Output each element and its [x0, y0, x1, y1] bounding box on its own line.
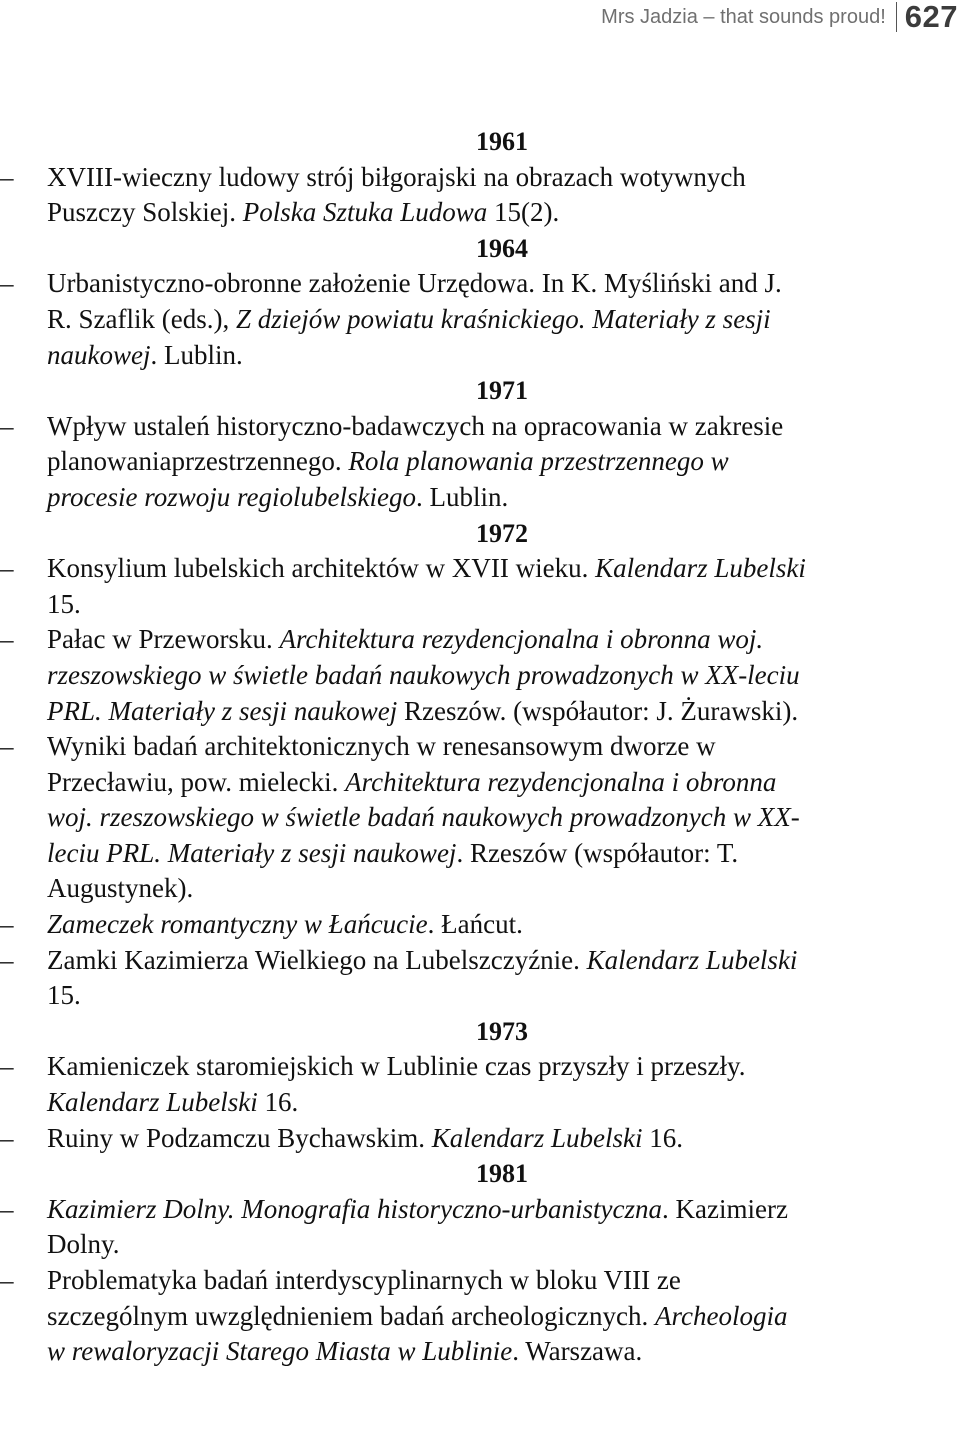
bibliography-entry — [0, 622, 960, 729]
entry-text: Rzeszów. (współautor: J. Żurawski). — [397, 695, 799, 726]
year-heading: 1972 — [476, 518, 528, 548]
entry-text: Konsylium lubelskich architektów w XVII wieku. — [47, 553, 596, 584]
bibliography-list — [0, 124, 960, 1370]
entry-text: Zamki Kazimierza Wielkiego na Lubelszczyźnie. — [47, 944, 587, 975]
publication-title: Rola planowania przestrzennego w procesie rozwoju regiolubelskiego — [47, 446, 729, 512]
bibliography-entry — [0, 943, 960, 1014]
running-head — [601, 0, 960, 34]
year-heading: 1973 — [476, 1016, 528, 1046]
bibliography-entry — [0, 729, 960, 907]
entry-dash: – — [0, 1193, 14, 1224]
entry-text: Wpływ ustaleń historyczno-badawczych na opracowania w zakresie planowaniaprzestrzennego. — [47, 410, 784, 477]
year-heading: 1971 — [476, 376, 528, 406]
publication-title: Architektura rezydencjonalna i obronna woj. rzeszowskiego w świetle badań naukowych prowadzonych w XX-leciu PRL. Materiały z sesji naukowej — [47, 624, 800, 726]
publication-title: Zameczek romantyczny w Łańcucie — [47, 909, 428, 940]
page-number: 627 — [904, 0, 958, 34]
entry-dash: – — [0, 1122, 14, 1153]
entry-text: Ruiny w Podzamczu Bychawskim. — [47, 1122, 432, 1153]
entry-text: . Kazimierz Dolny. — [47, 1193, 788, 1260]
bibliography-entry — [0, 409, 960, 516]
running-head-title: Mrs Jadzia – that sounds proud! — [601, 5, 886, 28]
entry-text: 15(2). — [487, 197, 560, 228]
entry-text: 16. — [257, 1087, 299, 1118]
entry-text: Urbanistyczno-obronne założenie Urzędowa. In K. Myśliński and J. R. Szaflik (eds.), — [47, 268, 782, 334]
entry-text: Pałac w Przeworsku. — [47, 624, 280, 655]
entry-dash: – — [0, 1265, 14, 1295]
bibliography-entry — [0, 266, 960, 373]
year-heading: 1981 — [476, 1159, 528, 1189]
entry-text: XVIII-wieczny ludowy strój biłgorajski na obrazach wotywnych Puszczy Solskiej. — [47, 161, 746, 228]
entry-dash: – — [0, 268, 14, 299]
year-heading: 1964 — [476, 233, 528, 263]
entry-text: 15. — [47, 588, 81, 619]
entry-text: . Lublin. — [415, 481, 509, 512]
bibliography-entry — [0, 160, 960, 231]
entry-dash: – — [0, 944, 14, 975]
entry-dash: – — [0, 553, 14, 584]
entry-dash: – — [0, 1051, 14, 1082]
bibliography-entry — [0, 1121, 960, 1157]
entry-text: 16. — [642, 1122, 683, 1153]
publication-title: Archeologia w rewaloryzacji Starego Miasta w Lublinie — [47, 1300, 788, 1367]
entry-text: Problematyka badań interdyscyplinarnych w bloku VIII ze szczególnym uwzględnieniem badań archeologicznych. — [47, 1265, 681, 1331]
entry-text: . Rzeszów (współautor: T. Augustynek). — [47, 837, 739, 904]
entry-text: . Lublin. — [150, 339, 243, 370]
bibliography-entry — [0, 1192, 960, 1263]
entry-dash: – — [0, 624, 14, 655]
entry-text: Wyniki badań architektonicznych w renesansowym dworze w Przecławiu, pow. mielecki. — [47, 731, 716, 797]
bibliography-entry — [0, 1049, 960, 1120]
publication-title: Architektura rezydencjonalna i obronna woj. rzeszowskiego w świetle badań naukowych prowadzonych w XX-leciu PRL. Materiały z sesji naukowej — [47, 766, 800, 868]
year-heading: 1961 — [476, 127, 528, 156]
publication-title: Kalendarz Lubelski — [586, 944, 798, 975]
entry-dash: – — [0, 731, 14, 762]
publication-title: Kalendarz Lubelski — [595, 553, 806, 584]
publication-title: Polska Sztuka Ludowa — [242, 197, 488, 228]
entry-text: Kamieniczek staromiejskich w Lublinie czas przyszły i przeszły. — [47, 1051, 746, 1082]
entry-dash: – — [0, 909, 14, 940]
entry-text: . Łańcut. — [427, 909, 523, 940]
entry-text: . Warszawa. — [512, 1336, 643, 1367]
entry-text: 15. — [47, 980, 81, 1011]
bibliography-entry — [0, 1263, 960, 1370]
publication-title: Kazimierz Dolny. Monografia historyczno-urbanistyczna — [47, 1193, 662, 1224]
bibliography-entry — [0, 907, 960, 943]
publication-title: Z dziejów powiatu kraśnickiego. Materiały z sesji naukowej — [47, 303, 771, 370]
publication-title: Kalendarz Lubelski — [47, 1087, 258, 1118]
bibliography-entry — [0, 551, 960, 622]
entry-dash: – — [0, 161, 14, 192]
publication-title: Kalendarz Lubelski — [431, 1122, 643, 1153]
entry-dash: – — [0, 410, 14, 441]
